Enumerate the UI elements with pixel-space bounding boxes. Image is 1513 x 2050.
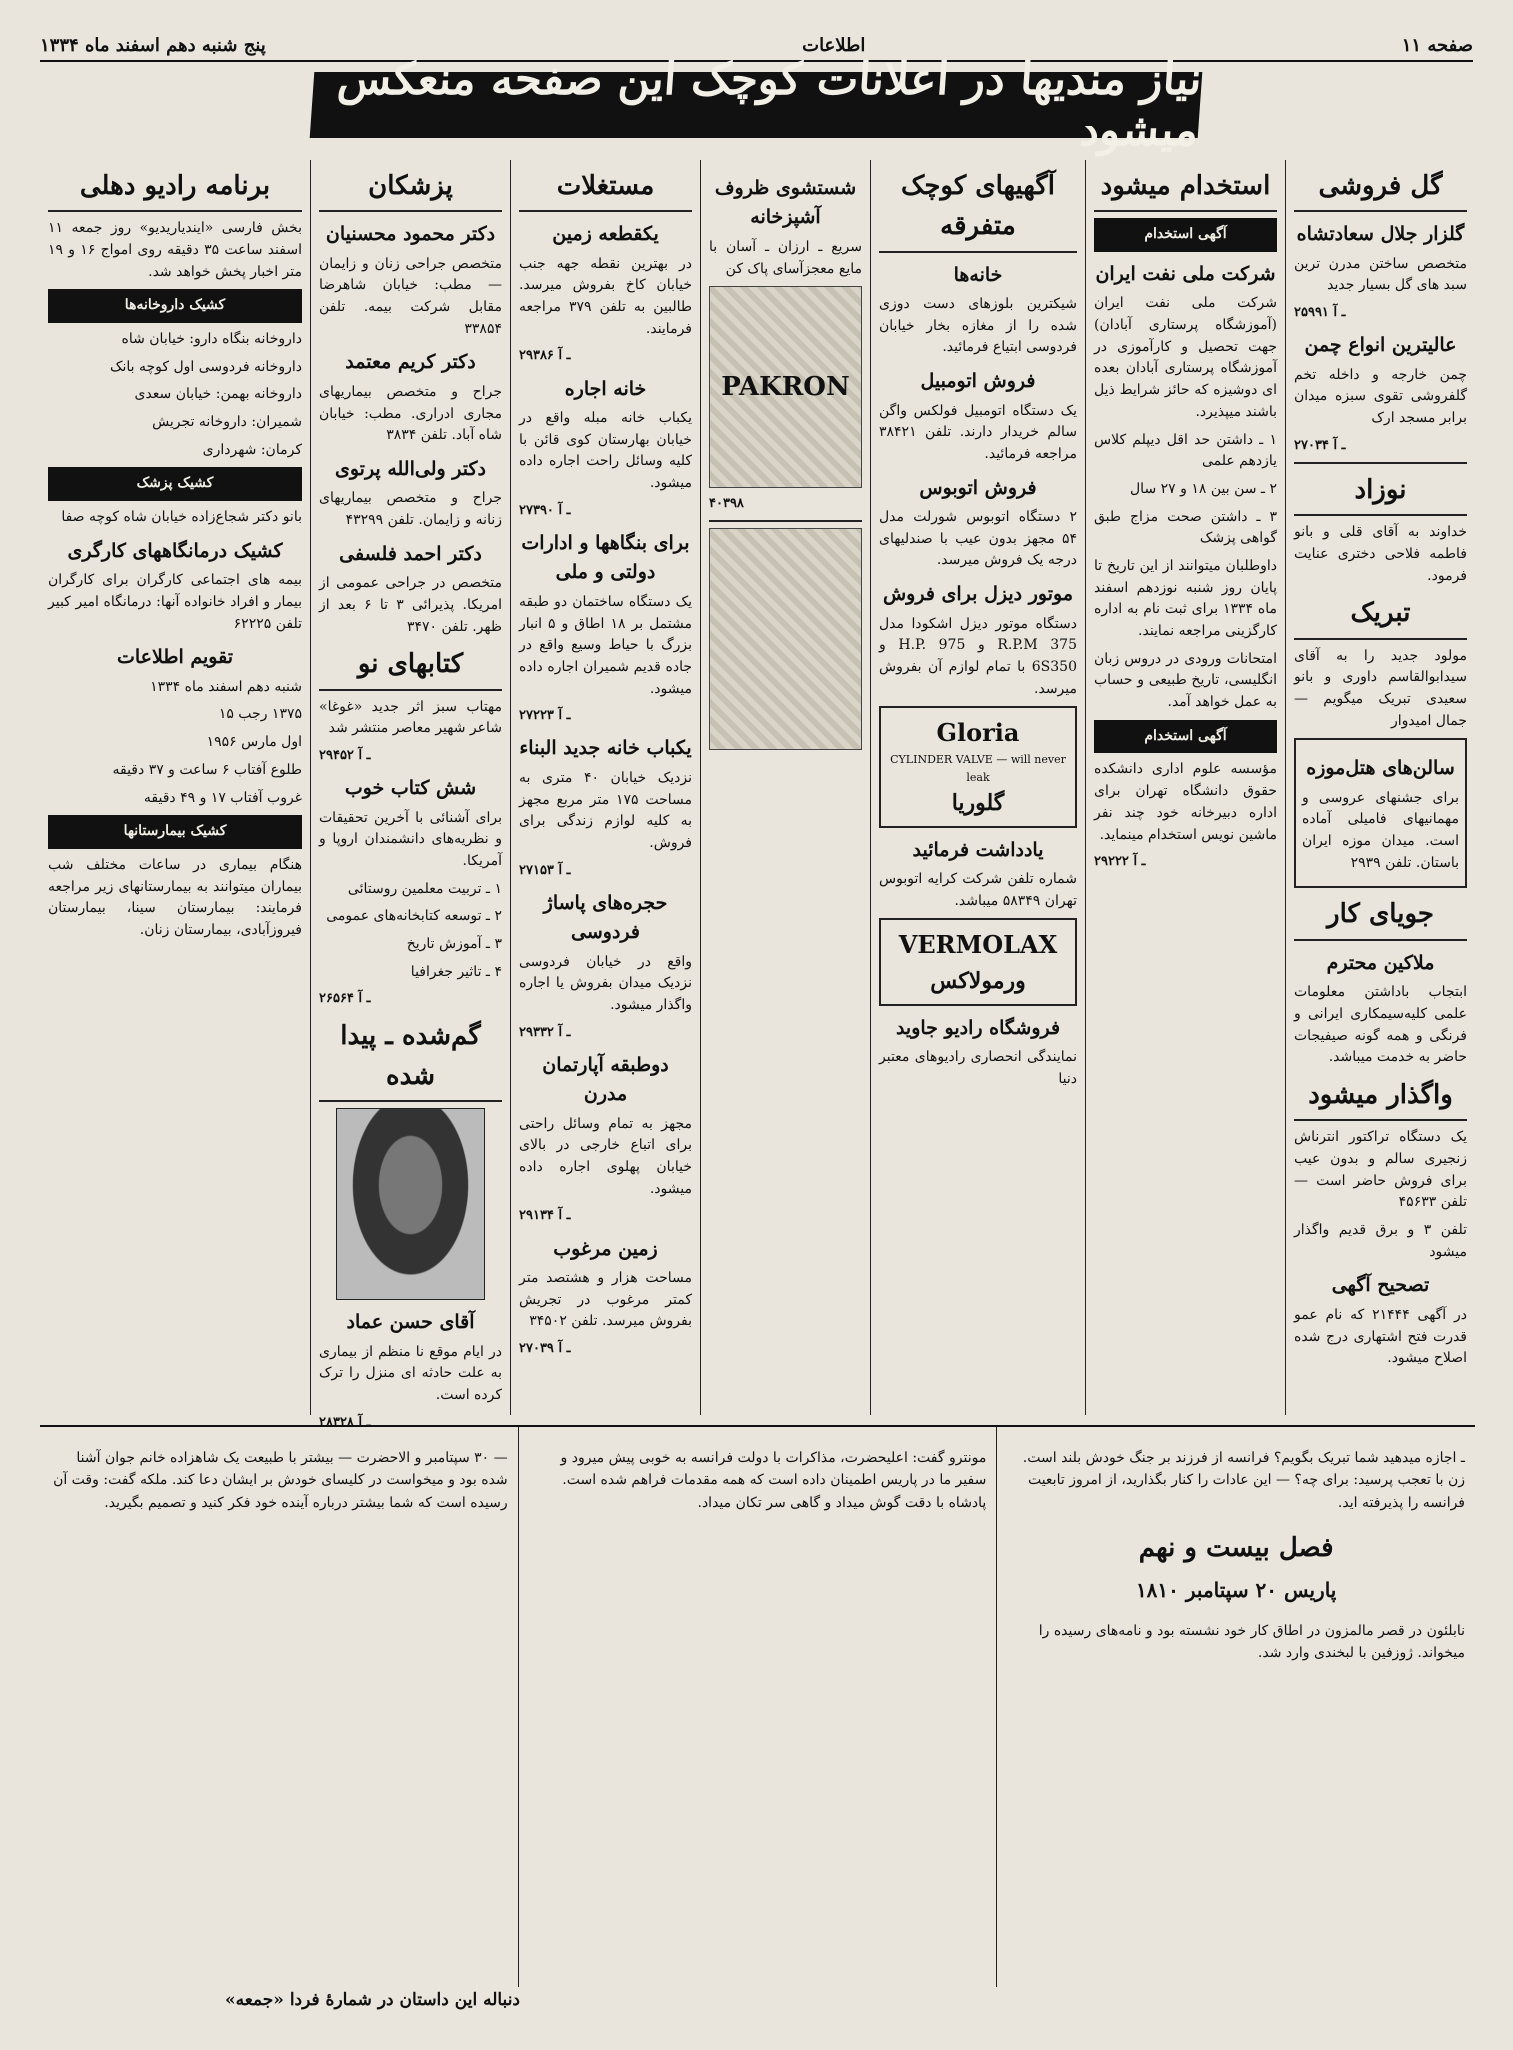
pakron-brand: PAKRON bbox=[721, 372, 850, 403]
doc-title: کشیک پزشک bbox=[48, 467, 302, 501]
pharm-1: داروخانه بنگاه دارو: خیابان شاه bbox=[121, 331, 302, 348]
pool-title: حجره‌های پاساژ فردوسی bbox=[543, 891, 668, 944]
pharm-5: کرمان: شهرداری bbox=[202, 441, 302, 458]
pharm-title: کشیک داروخانه‌ها bbox=[48, 289, 302, 323]
apt-phone: ۲۷۱۵۳ ـ آ bbox=[519, 862, 571, 878]
radio-shop-text: نمایندگی انحصاری رادیوهای معتبر دنیا bbox=[879, 1049, 1077, 1087]
book-2-item-1: ۱ ـ تربیت معلمین روستائی bbox=[347, 880, 502, 897]
gloria-sub: CYLINDER VALVE — will never leak bbox=[890, 753, 1066, 784]
hospital-text: هنگام بیماری در ساعات مختلف شب بیماران میتوانند به بیمارستانهای زیر مراجعه فرمایند: بیمارستان سینا، بیمارستان فیروزآبادی، بیمارستان زنان. bbox=[48, 856, 302, 938]
employment-phone: ۲۹۲۲۲ ـ آ bbox=[1094, 854, 1146, 870]
job-text: ابتجاب باداشتن معلومات علمی کلیه‌سیمکاری ایرانی و فرنگی و همه گونه صیفیجات حاضر به خدمت میباشد. bbox=[1294, 984, 1467, 1066]
employment-title: استخدام میشود bbox=[1094, 166, 1277, 212]
calendar-2: ۱۳۷۵ رجب ۱۵ bbox=[218, 706, 302, 723]
headline-banner: نیاز مندیها در اعلانات کوچک این صفحه منعکس میشود bbox=[310, 72, 1203, 138]
modern-phone: ۲۹۱۳۴ ـ آ bbox=[519, 1208, 571, 1224]
flower-item-1-phone: ۲۵۹۹۱ ـ آ bbox=[1294, 305, 1346, 321]
house-phone: ۲۷۳۹۰ ـ آ bbox=[519, 502, 571, 518]
column-estates bbox=[510, 160, 700, 1415]
book-2-text: برای آشنائی با آخرین تحقیقات و نظریه‌های دانشمندان اروپا و آمریکا. bbox=[319, 809, 502, 869]
book-2: شش کتاب خوب bbox=[344, 777, 477, 800]
pool-text: واقع در خیابان فردوسی نزدیک میدان بفروش یا اجاره واگذار میشود. bbox=[519, 953, 692, 1013]
doctors-title: پزشکان bbox=[319, 166, 502, 212]
calendar-4: طلوع آفتاب ۶ ساعت و ۳۷ دقیقه bbox=[112, 761, 302, 778]
job-title: جویای کار bbox=[1294, 894, 1467, 940]
dishwash-text: سریع ـ ارزان ـ آسان با مایع معجزآسای پاک کن bbox=[709, 238, 862, 277]
birth-text: خداوند به آقای قلی و بانو فاطمه فلاحی دختری عنایت فرمود. bbox=[1294, 524, 1467, 584]
congrats-text: مولود جدید را به آقای سیدابوالقاسم داوری و بانو سعیدی تبریک میگویم — جمال امیدوار bbox=[1294, 647, 1467, 729]
serial-col-middle bbox=[518, 1427, 997, 1987]
bus-text: ۲ دستگاه اتوبوس شورلت مدل ۵۴ مجهز بدون عیب با صندلیهای درجه یک فروش میرسد. bbox=[879, 509, 1077, 569]
continued-note: دنباله این داستان در شمارهٔ فردا «جمعه» bbox=[225, 1990, 520, 2010]
correction-text: در آگهی ۲۱۴۴۴ که نام عمو قدرت فتح اشتهاری درج شده اصلاح میشود. bbox=[1294, 1306, 1468, 1367]
doctor-3: دکتر ولی‌الله پرتوی bbox=[334, 457, 487, 480]
pool-phone: ۲۹۳۳۲ ـ آ bbox=[519, 1024, 571, 1040]
gloria-ad bbox=[879, 706, 1077, 827]
job-sub: ملاکین محترم bbox=[1326, 951, 1435, 974]
pharm-3: داروخانه بهمن: خیابان سعدی bbox=[134, 386, 302, 403]
vermolax-brand: VERMOLAX bbox=[898, 930, 1058, 960]
flower-item-2-text: چمن خارجه و داخله تخم گلفروشی تقوی سبزه میدان برابر مسجد ارک bbox=[1294, 366, 1467, 427]
houses-text: شیکترین بلوزهای دست دوزی شده را از مغازه بخار خیابان فردوسی ابتیاع فرمائید. bbox=[879, 296, 1077, 356]
doc-text: بانو دکتر شجاع‌زاده خیابان شاه کوچه صفا bbox=[61, 509, 302, 526]
serial-text-1: — ۳۰ سپتامبر و الاحضرت — بیشتر با طبیعت یک شاهزاده خانم جوان آشنا شده بود و میخواست در کلیسای خودش بر ایشان دعا کند. ملکه گفت: وقت آن رسیده است که شما بیشتر درباره آینده خود فکر کنید و تصمیم بگیرید. bbox=[53, 1450, 508, 1511]
doctor-1-text: متخصص جراحی زنان و زایمان — مطب: خیابان شاهرضا مقابل شرکت بیمه. تلفن ۳۳۸۵۴ bbox=[319, 255, 502, 337]
house-title: خانه اجاره bbox=[564, 377, 647, 400]
inst-text: یک دستگاه ساختمان دو طبقه مشتمل بر ۱۸ اطاق و ۵ انبار بزرگ با حیاط وسیع واقع در جاده قدیم شمیران اجاره داده میشود. bbox=[519, 593, 692, 697]
gloria-brand: Gloria bbox=[936, 718, 1020, 748]
sports-ad-image bbox=[709, 528, 862, 750]
doctor-4-text: متخصص در جراحی عمومی از امریکا. پذیرائی ۳ تا ۶ بعد از ظهر. تلفن ۳۴۷۰ bbox=[319, 575, 502, 635]
labor-title: کشیک درمانگاههای کارگری bbox=[67, 539, 283, 562]
calendar-5: غروب آفتاب ۱۷ و ۴۹ دقیقه bbox=[143, 789, 302, 806]
flower-item-1-name: گلزار جلال سعادتشاه bbox=[1296, 223, 1465, 246]
house-text: یکباب خانه مبله واقع در خیابان بهارستان کوی قائن با کلیه وسائل راحت اجاره داده میشود. bbox=[519, 410, 692, 492]
newspaper-name: اطلاعات bbox=[802, 34, 866, 56]
chapter-date: پاریس ۲۰ سپتامبر ۱۸۱۰ bbox=[1135, 1577, 1337, 1602]
book-1: مهتاب سبز اثر جدید «غوغا» شاعر شهیر معاصر منتشر شد bbox=[319, 698, 502, 737]
modern-title: دوطبقه آپارتمان مدرن bbox=[542, 1053, 669, 1106]
radio-text: بخش فارسی «ایندیاریدیو» روز جمعه ۱۱ اسفند ساعت ۳۵ دقیقه روی امواج ۱۶ و ۱۹ متر اخبار پخش خواهد شد. bbox=[48, 220, 302, 280]
employment-text-4: مؤسسه علوم اداری دانشکده حقوق دانشگاه تهران برای اداره دبیرخانه خود چند نفر ماشین نویس استخدام مینماید. bbox=[1094, 761, 1277, 843]
hall-title: سالن‌های هتل‌موزه bbox=[1306, 757, 1455, 780]
radio-shop-title: فروشگاه رادیو جاوید bbox=[895, 1016, 1061, 1039]
lost-text: در ایام موقع نا منظم از بیماری به علت حادثه ای منزل را ترک کرده است. bbox=[319, 1343, 502, 1403]
inst-phone: ۲۷۲۲۳ ـ آ bbox=[519, 708, 571, 724]
book-1-phone: ۲۹۴۵۲ ـ آ bbox=[319, 747, 371, 763]
hall-text: برای جشنهای عروسی و مهمانیهای فامیلی آماده است. میدان موزه ایران باستان. تلفن ۲۹۳۹ bbox=[1302, 789, 1459, 871]
gloria-fa: گلوریا bbox=[951, 789, 1005, 816]
column-employment bbox=[1085, 160, 1285, 1415]
doctor-4: دکتر احمد فلسفی bbox=[339, 542, 482, 565]
missing-person-photo bbox=[336, 1108, 484, 1300]
divider bbox=[1294, 462, 1467, 464]
calendar-title: تقویم اطلاعات bbox=[116, 646, 233, 669]
employment-text-3: امتحانات ورودی در دروس زبان انگلیسی، تاریخ طبیعی و حساب به عمل خواهد آمد. bbox=[1094, 650, 1277, 711]
land-phone: ۲۹۳۸۶ ـ آ bbox=[519, 348, 571, 364]
flower-item-2-phone: ۲۷۰۳۴ ـ آ bbox=[1294, 437, 1346, 453]
calendar-3: اول مارس ۱۹۵۶ bbox=[206, 734, 302, 751]
apt-title: یکباب خانه جدید البناء bbox=[519, 737, 692, 760]
calendar-1: شنبه دهم اسفند ماه ۱۳۳۴ bbox=[150, 678, 302, 695]
issue-date: پنج شنبه دهم اسفند ماه ۱۳۳۴ bbox=[40, 34, 266, 56]
flower-item-2-name: عالیترین انواع چمن bbox=[1304, 334, 1457, 357]
employment-req-3: ۳ ـ داشتن صحت مزاج طبق گواهی پزشک bbox=[1094, 508, 1277, 547]
houses-title: خانه‌ها bbox=[953, 263, 1003, 286]
car-text: یک دستگاه اتومبیل فولکس واگن سالم خریدار دارند. تلفن ۳۸۴۲۱ مراجعه فرمائید. bbox=[879, 402, 1077, 462]
flower-item-1-text: متخصص ساختن مدرن ترین سبد های گل بسیار جدید bbox=[1294, 255, 1467, 294]
car-title: فروش اتومبیل bbox=[920, 370, 1036, 393]
doctor-1: دکتر محمود محسنیان bbox=[325, 223, 496, 246]
hall-ad bbox=[1294, 738, 1467, 888]
employment-ad-title: آگهی استخدام bbox=[1094, 218, 1277, 252]
column-doctors bbox=[310, 160, 510, 1430]
memo-text: شماره تلفن شرکت کرایه اتوبوس تهران ۵۸۳۴۹ میباشد. bbox=[879, 871, 1077, 909]
serial-col-right bbox=[996, 1427, 1475, 1987]
doctor-2: دکتر کریم معتمد bbox=[345, 351, 476, 374]
wanted-title: زمین مرغوب bbox=[553, 1237, 658, 1260]
column-classified bbox=[870, 160, 1085, 1415]
land-text: در بهترین نقطه جهه جنب خیابان کاخ بفروش میرسد. طالبین به تلفن ۳۷۹ مراجعه فرمایند. bbox=[519, 255, 692, 337]
estates-title: مستغلات bbox=[519, 166, 692, 212]
land-title: یکقطعه زمین bbox=[552, 223, 659, 246]
chapter-title: فصل بیست و نهم bbox=[1138, 1533, 1334, 1564]
vermolax-fa: ورمولاکس bbox=[930, 967, 1026, 994]
column-ads bbox=[700, 160, 870, 1415]
hospital-title: کشیک بیمارستانها bbox=[48, 815, 302, 849]
transfer-text-2: تلفن ۳ و برق قدیم واگذار میشود bbox=[1294, 1222, 1467, 1260]
lost-caption: آقای حسن عماد bbox=[346, 1311, 475, 1334]
serial-text-2: مونترو گفت: اعلیحضرت، مذاکرات با دولت فرانسه به خوبی پیش میرود و سفیر ما در پاریس اطمینان داده است که همه مقدمات فراهم شده است. پادشاه با دقت گوش میداد و گاهی سر تکان میداد. bbox=[560, 1450, 987, 1511]
column-flower bbox=[1285, 160, 1475, 1415]
divider bbox=[709, 520, 862, 522]
employment-req-1: ۱ ـ داشتن حد اقل دیپلم کلاس یازدهم علمی bbox=[1094, 431, 1277, 470]
pharm-2: داروخانه فردوسی اول کوچه بانک bbox=[109, 358, 302, 375]
labor-text: بیمه های اجتماعی کارگران برای کارگران بیمار و افراد خانواده آنها: درمانگاه امیر کبیر تلفن ۶۲۲۲۵ bbox=[48, 572, 302, 632]
modern-text: مجهز به تمام وسائل راحتی برای اتباع خارجی در بالای خیابان پهلوی اجاره داده میشود. bbox=[519, 1115, 692, 1197]
lost-phone: ۲۸۳۲۸ ـ آ bbox=[319, 1414, 371, 1430]
radio-title: برنامه رادیو دهلی bbox=[48, 166, 302, 212]
wanted-text: مساحت هزار و هشتصد متر کمتر مرغوب در تجریش بفروش میرسد. تلفن ۳۴۵۰۲ bbox=[519, 1270, 692, 1330]
doctor-2-text: جراح و متخصص بیماریهای مجاری ادراری. مطب: خیابان شاه آباد. تلفن ۳۸۳۴ bbox=[319, 383, 502, 444]
employment-req-2: ۲ ـ سن بین ۱۸ و ۲۷ سال bbox=[1130, 480, 1277, 497]
motor-text: دستگاه موتور دیزل اشکودا مدل R.P.M 375 و H.P. 975 و 6S350 با تمام لوازم آن بفروش میرسد. bbox=[879, 615, 1077, 697]
book-2-item-3: ۳ ـ آموزش تاریخ bbox=[406, 935, 502, 952]
bus-title: فروش اتوبوس bbox=[919, 476, 1037, 499]
classified-title: آگهیهای کوچک متفرقه bbox=[879, 166, 1077, 253]
employment-text-2: داوطلبان میتوانند از این تاریخ تا پایان روز شنبه نوزدهم اسفند ماه ۱۳۳۴ برای ثبت نام به اداره کارگزینی مراجعه نمایند. bbox=[1094, 557, 1277, 640]
flower-title: گل فروشی bbox=[1294, 166, 1467, 212]
vermolax-ad bbox=[879, 918, 1077, 1005]
page-number: صفحه ۱۱ bbox=[1401, 34, 1473, 56]
employment-company: شرکت ملی نفت ایران bbox=[1095, 262, 1276, 285]
wanted-phone: ۲۷۰۳۹ ـ آ bbox=[519, 1341, 571, 1357]
classifieds-columns bbox=[40, 160, 1475, 1430]
apt-text: نزدیک خیابان ۴۰ متری به مساحت ۱۷۵ متر مربع مجهز به کلیه لوازم زندگی برای فروش. bbox=[519, 769, 692, 851]
column-radio bbox=[40, 160, 310, 1415]
serial-col-left bbox=[40, 1427, 518, 1987]
serial-text-3b: نابلئون در قصر مالمزون در اطاق کار خود نشسته بود و نامه‌های رسیده را میخواند. ژوزفین با لبخندی وارد شد. bbox=[1038, 1622, 1465, 1662]
transfer-title: واگذار میشود bbox=[1294, 1075, 1467, 1121]
employment-text: شرکت ملی نفت ایران (آموزشگاه پرستاری آبادان) جهت تحصیل و کارآموزی در آموزشگاه پرستاری آبادان بعده ای دوشیزه که حائز شرایط ذیل باشند میپذیرد. bbox=[1094, 295, 1277, 420]
book-2-item-4: ۴ ـ تاثیر جغرافیا bbox=[410, 963, 502, 980]
motor-title: موتور دیزل برای فروش bbox=[882, 583, 1073, 606]
memo-title: یادداشت فرمائید bbox=[912, 838, 1044, 861]
pharm-4: شمیران: داروخانه تجریش bbox=[152, 414, 302, 431]
birth-title: نوزاد bbox=[1294, 470, 1467, 516]
transfer-text: یک دستگاه تراکتور انترناش زنجیری سالم و بدون عیب برای فروش حاضر است — تلفن ۴۵۶۳۳ bbox=[1294, 1129, 1467, 1211]
correction-title: تصحیح آگهی bbox=[1331, 1274, 1430, 1297]
dishwash-title: شستشوی ظروف آشپزخانه bbox=[714, 177, 857, 229]
doctor-3-text: جراح و متخصص بیماریهای زنانه و زایمان. تلفن ۴۳۲۹۹ bbox=[319, 490, 502, 529]
book-2-phone: ۲۶۵۶۴ ـ آ bbox=[319, 991, 371, 1007]
book-2-item-2: ۲ ـ توسعه کتابخانه‌های عمومی bbox=[326, 908, 502, 925]
congrats-title: تبریک bbox=[1294, 593, 1467, 639]
serial-text-3: ـ اجازه میدهید شما تبریک بگویم؟ فرانسه از فرزند بر جنگ خودش بلند است. زن با تعجب پرسید: برای چه؟ — این عادات را کنار بگذارید، از امروز تابعیت فرانسه را پذیرفته اید. bbox=[1022, 1450, 1465, 1511]
lost-title: گم‌شده ـ پیدا شده bbox=[319, 1016, 502, 1103]
employment-ad2-title: آگهی استخدام bbox=[1094, 720, 1277, 754]
pakron-ad-image bbox=[709, 286, 862, 488]
books-title: کتابهای نو bbox=[319, 644, 502, 690]
inst-title: برای بنگاهها و ادارات دولتی و ملی bbox=[521, 531, 690, 584]
pakron-phone: ۴۰۳۹۸ bbox=[709, 496, 744, 512]
serial-story bbox=[40, 1425, 1475, 1987]
